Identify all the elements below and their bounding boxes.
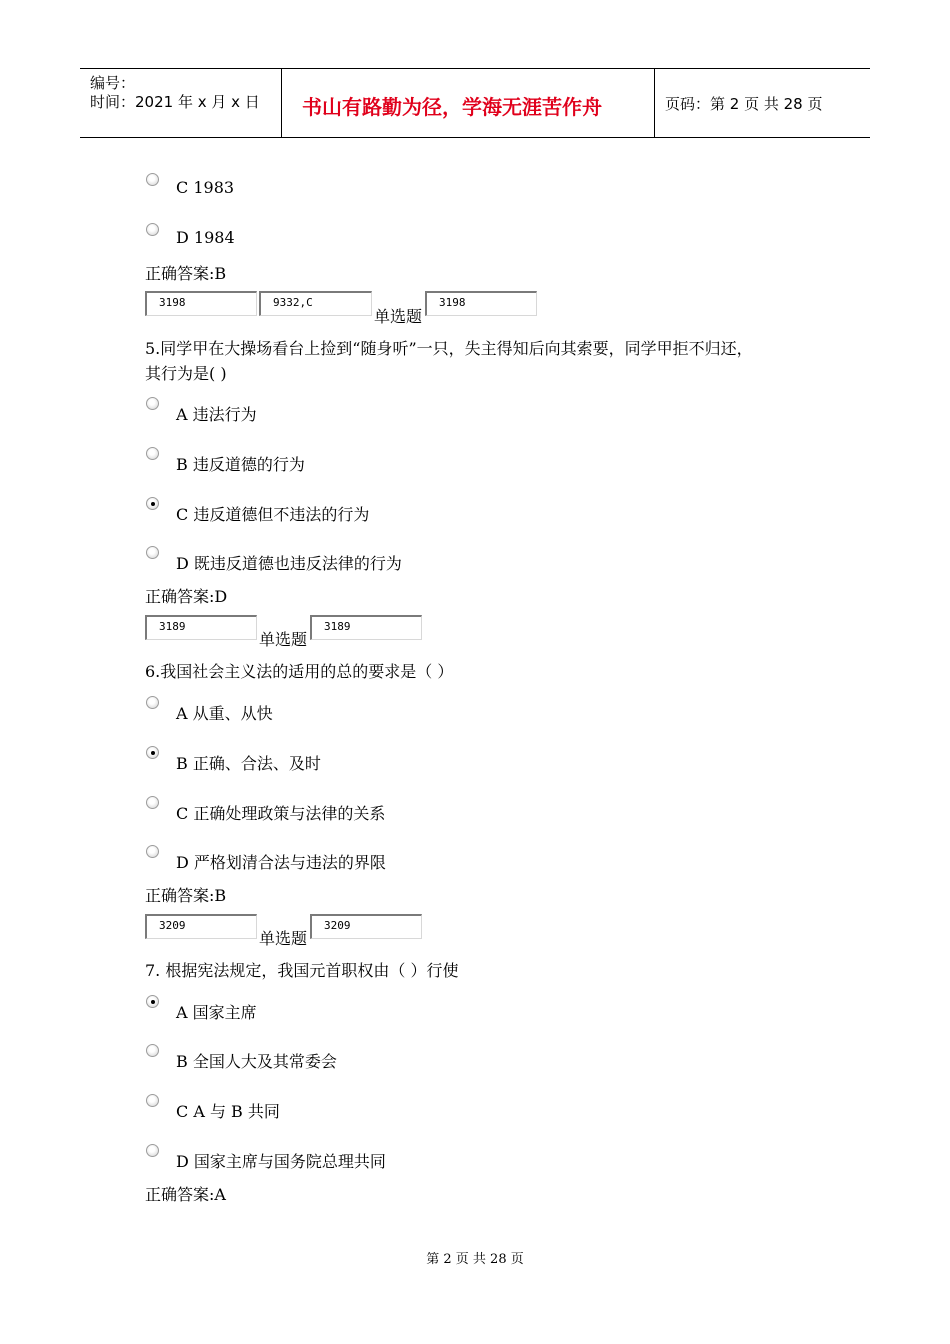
- time-label: 时间：2021 年 x 月 x 日: [90, 93, 260, 111]
- q5-id-field-2[interactable]: 3189: [310, 615, 422, 640]
- q5-question-line1: 5.同学甲在大操场看台上捡到“随身听”一只，失主得知后向其索要，同学甲拒不归还，: [145, 339, 753, 358]
- q6-id-field-2[interactable]: 3209: [310, 914, 422, 939]
- q7-option-c: C A 与 B 共同: [176, 1102, 280, 1121]
- radio-q5-b[interactable]: [146, 447, 159, 460]
- motto: 书山有路勤为径，学海无涯苦作舟: [302, 95, 602, 119]
- radio-q6-b-selected[interactable]: [146, 746, 159, 759]
- radio-q4-d[interactable]: [146, 223, 159, 236]
- q4-answer: 正确答案:B: [145, 264, 227, 283]
- q5-question-line2: 其行为是( ): [145, 364, 227, 383]
- q5-option-d: D 既违反道德也违反法律的行为: [176, 554, 402, 573]
- q6-question: 6.我国社会主义法的适用的总的要求是（ ）: [145, 662, 454, 681]
- radio-q7-c[interactable]: [146, 1094, 159, 1107]
- header-page-cell: [655, 69, 870, 137]
- header-meta-cell: [80, 69, 282, 137]
- q4-answer-field[interactable]: 9332,C: [259, 291, 372, 316]
- q6-option-d: D 严格划清合法与违法的界限: [176, 853, 386, 872]
- number-label: 编号：: [90, 74, 136, 92]
- q6-option-b: B 正确、合法、及时: [176, 754, 321, 773]
- radio-q7-a-selected[interactable]: [146, 995, 159, 1008]
- q4-option-c: C 1983: [176, 178, 235, 197]
- q4-type-label: 单选题: [374, 307, 423, 326]
- q5-option-a: A 违法行为: [176, 405, 257, 424]
- radio-q5-a[interactable]: [146, 397, 159, 410]
- q6-answer: 正确答案:B: [145, 886, 227, 905]
- q5-option-c: C 违反道德但不违法的行为: [176, 505, 370, 524]
- q7-question: 7. 根据宪法规定，我国元首职权由（ ）行使: [145, 961, 459, 980]
- page-header: [80, 68, 870, 138]
- page-footer: 第 2 页 共 28 页: [426, 1252, 524, 1267]
- q6-option-c: C 正确处理政策与法律的关系: [176, 804, 386, 823]
- q5-type-label: 单选题: [259, 630, 308, 649]
- header-motto-cell: [282, 69, 655, 137]
- radio-q4-c[interactable]: [146, 173, 159, 186]
- q5-id-field[interactable]: 3189: [145, 615, 257, 640]
- q7-option-b: B 全国人大及其常委会: [176, 1052, 337, 1071]
- q6-id-field[interactable]: 3209: [145, 914, 257, 939]
- q6-type-label: 单选题: [259, 929, 308, 948]
- q7-option-a: A 国家主席: [176, 1003, 257, 1022]
- radio-q6-c[interactable]: [146, 796, 159, 809]
- q5-option-b: B 违反道德的行为: [176, 455, 305, 474]
- radio-q7-b[interactable]: [146, 1044, 159, 1057]
- radio-q6-d[interactable]: [146, 845, 159, 858]
- radio-q5-c-selected[interactable]: [146, 497, 159, 510]
- page-info: 页码：第 2 页 共 28 页: [665, 95, 823, 113]
- radio-q5-d[interactable]: [146, 546, 159, 559]
- radio-q7-d[interactable]: [146, 1144, 159, 1157]
- q4-id-field[interactable]: 3198: [145, 291, 257, 316]
- q5-answer: 正确答案:D: [145, 587, 228, 606]
- radio-q6-a[interactable]: [146, 696, 159, 709]
- q6-option-a: A 从重、从快: [176, 704, 273, 723]
- q4-option-d: D 1984: [176, 228, 235, 247]
- q7-option-d: D 国家主席与国务院总理共同: [176, 1152, 386, 1171]
- q4-id-field-2[interactable]: 3198: [425, 291, 537, 316]
- q7-answer: 正确答案:A: [145, 1185, 226, 1204]
